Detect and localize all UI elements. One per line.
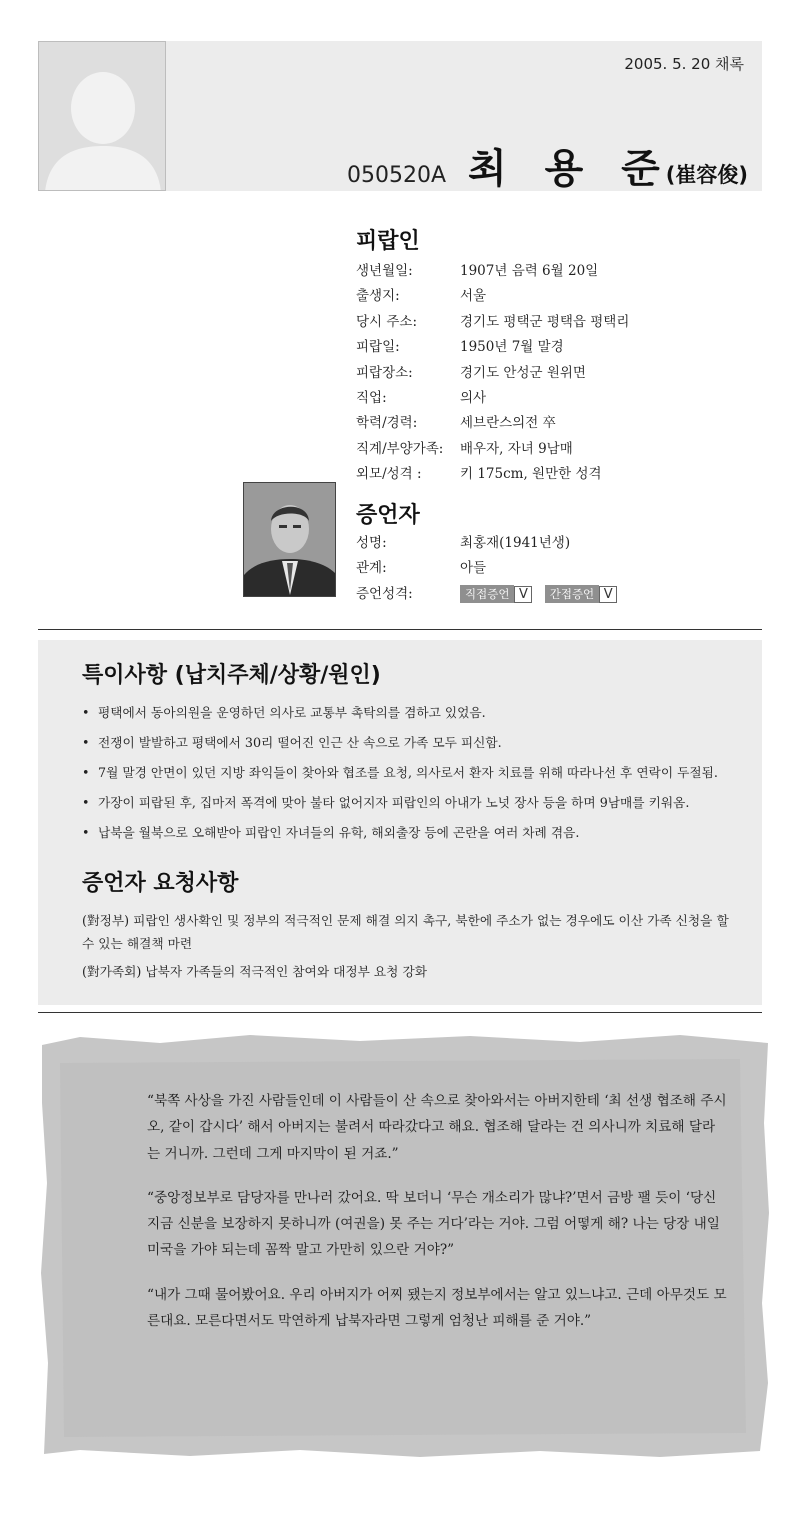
info-row — [356, 582, 776, 607]
info-label: 증언성격: — [356, 585, 413, 602]
info-row — [356, 462, 776, 487]
info-value: 세브란스의전 卒 — [460, 415, 557, 432]
testimony-type-options — [460, 582, 776, 607]
info-label: 외모/성격 : — [356, 466, 422, 483]
witness-photo — [243, 482, 336, 597]
quote-paragraph: “북쪽 사상을 가진 사람들인데 이 사람들이 산 속으로 찾아와서는 아버지한테 ‘최 선생 협조해 주시오, 같이 갑시다’ 해서 아버지는 불려서 따라갔다고 해요. 협조해 달라는 건 의사니까 치료해 달라는 거니까. 그런데 그게 마지막이 된 거죠.” — [147, 1093, 727, 1162]
info-value: 1907년 음력 6월 20일 — [460, 263, 599, 279]
info-value: 의사 — [460, 390, 487, 407]
list-item: • 전쟁이 발발하고 평택에서 30리 떨어진 인근 산 속으로 가족 모두 피신함. — [82, 731, 736, 754]
info-value: 배우자, 자녀 9남매 — [460, 440, 573, 457]
info-row — [356, 259, 776, 284]
info-row — [356, 310, 776, 335]
record-code: 050520A — [346, 163, 447, 188]
info-row — [356, 531, 776, 556]
info-label: 직업: — [356, 390, 387, 407]
info-label: 당시 주소: — [356, 313, 418, 330]
victim-section-title: 피랍인 — [356, 229, 420, 254]
quote-paragraph: “내가 그때 물어봤어요. 우리 아버지가 어찌 됐는지 정보부에서는 알고 있느냐고. 근데 아무것도 모른대요. 모른다면서도 막연하게 납북자라면 그렇게 엄청난 피해를 준 거야.” — [147, 1286, 727, 1330]
list-item: • 7월 말경 안면이 있던 지방 좌익들이 찾아와 협조를 요청, 의사로서 환자 치료를 위해 따라나선 후 연락이 두절됨. — [82, 761, 736, 784]
info-label: 출생지: — [356, 288, 400, 305]
info-label: 학력/경력: — [356, 415, 418, 432]
witness-section-title: 증언자 — [356, 503, 420, 528]
info-label: 피랍일: — [356, 339, 400, 356]
header-banner — [38, 41, 762, 191]
witness-info — [356, 498, 776, 607]
victim-info — [356, 224, 776, 488]
info-label: 생년월일: — [356, 263, 413, 279]
info-label: 관계: — [356, 560, 387, 577]
indirect-testimony-checkbox[interactable]: V — [599, 586, 617, 603]
special-notes-panel — [38, 640, 762, 1005]
person-silhouette-icon — [39, 42, 166, 191]
info-value: 키 175cm, 원만한 성격 — [460, 466, 602, 483]
testimony-quotes — [147, 1088, 727, 1352]
info-row — [356, 284, 776, 309]
direct-testimony-checkbox[interactable]: V — [514, 586, 532, 603]
direct-testimony-tag: 직접증언 — [460, 585, 514, 603]
info-value: 1950년 7월 말경 — [460, 339, 564, 356]
indirect-testimony-tag: 간접증언 — [545, 585, 599, 603]
victim-name-korean: 최 용 준 — [468, 146, 672, 192]
registration-date: 2005. 5. 20 채록 — [624, 55, 744, 73]
special-notes-title: 특이사항 (납치주체/상황/원인) — [82, 663, 381, 688]
name-line — [347, 137, 748, 194]
witness-portrait-icon — [244, 483, 336, 597]
info-label: 성명: — [356, 535, 387, 551]
request-item: (對정부) 피랍인 생사확인 및 정부의 적극적인 문제 해결 의지 촉구, 북한에 주소가 없는 경우에도 이산 가족 신청을 할 수 있는 해결책 마련 — [82, 913, 729, 951]
info-value: 경기도 안성군 원위면 — [460, 364, 586, 381]
requests-title: 증언자 요청사항 — [82, 871, 239, 896]
victim-name-hanja: (崔容俊) — [665, 163, 748, 187]
info-row — [356, 411, 776, 436]
victim-photo-placeholder — [38, 41, 166, 191]
info-row — [356, 335, 776, 360]
info-value: 경기도 평택군 평택읍 평택리 — [460, 313, 630, 330]
info-value: 서울 — [460, 288, 487, 305]
info-row — [356, 361, 776, 386]
divider — [38, 629, 762, 630]
quote-paragraph: “중앙정보부로 담당자를 만나러 갔어요. 딱 보더니 ‘무슨 개소리가 많냐?’면서 금방 팰 듯이 ‘당신 지금 신분을 보장하지 못하니까 (여권을) 못 주는 거다’라는 거야. 그럼 어떻게 해? 나는 당장 내일 미국을 가야 되는데 꼼짝 말고 가만히 있으란 거야?” — [147, 1189, 720, 1259]
info-value: 아들 — [460, 560, 487, 577]
info-row — [356, 437, 776, 462]
divider — [38, 1012, 762, 1013]
request-item: (對가족회) 납북자 가족들의 적극적인 참여와 대정부 요청 강화 — [82, 964, 427, 979]
list-item: • 가장이 피랍된 후, 집마저 폭격에 맞아 불타 없어지자 피랍인의 아내가 노넛 장사 등을 하며 9남매를 키워옴. — [82, 791, 736, 814]
list-item: • 평택에서 동아의원을 운영하던 의사로 교통부 촉탁의를 겸하고 있었음. — [82, 701, 736, 724]
info-row — [356, 556, 776, 581]
info-row — [356, 386, 776, 411]
special-notes-list — [82, 701, 736, 844]
info-value: 최홍재(1941년생) — [460, 535, 571, 551]
info-label: 피랍장소: — [356, 364, 413, 381]
list-item: • 납북을 월북으로 오해받아 피랍인 자녀들의 유학, 해외출장 등에 곤란을 여러 차례 겪음. — [82, 821, 736, 844]
info-label: 직계/부양가족: — [356, 440, 444, 457]
